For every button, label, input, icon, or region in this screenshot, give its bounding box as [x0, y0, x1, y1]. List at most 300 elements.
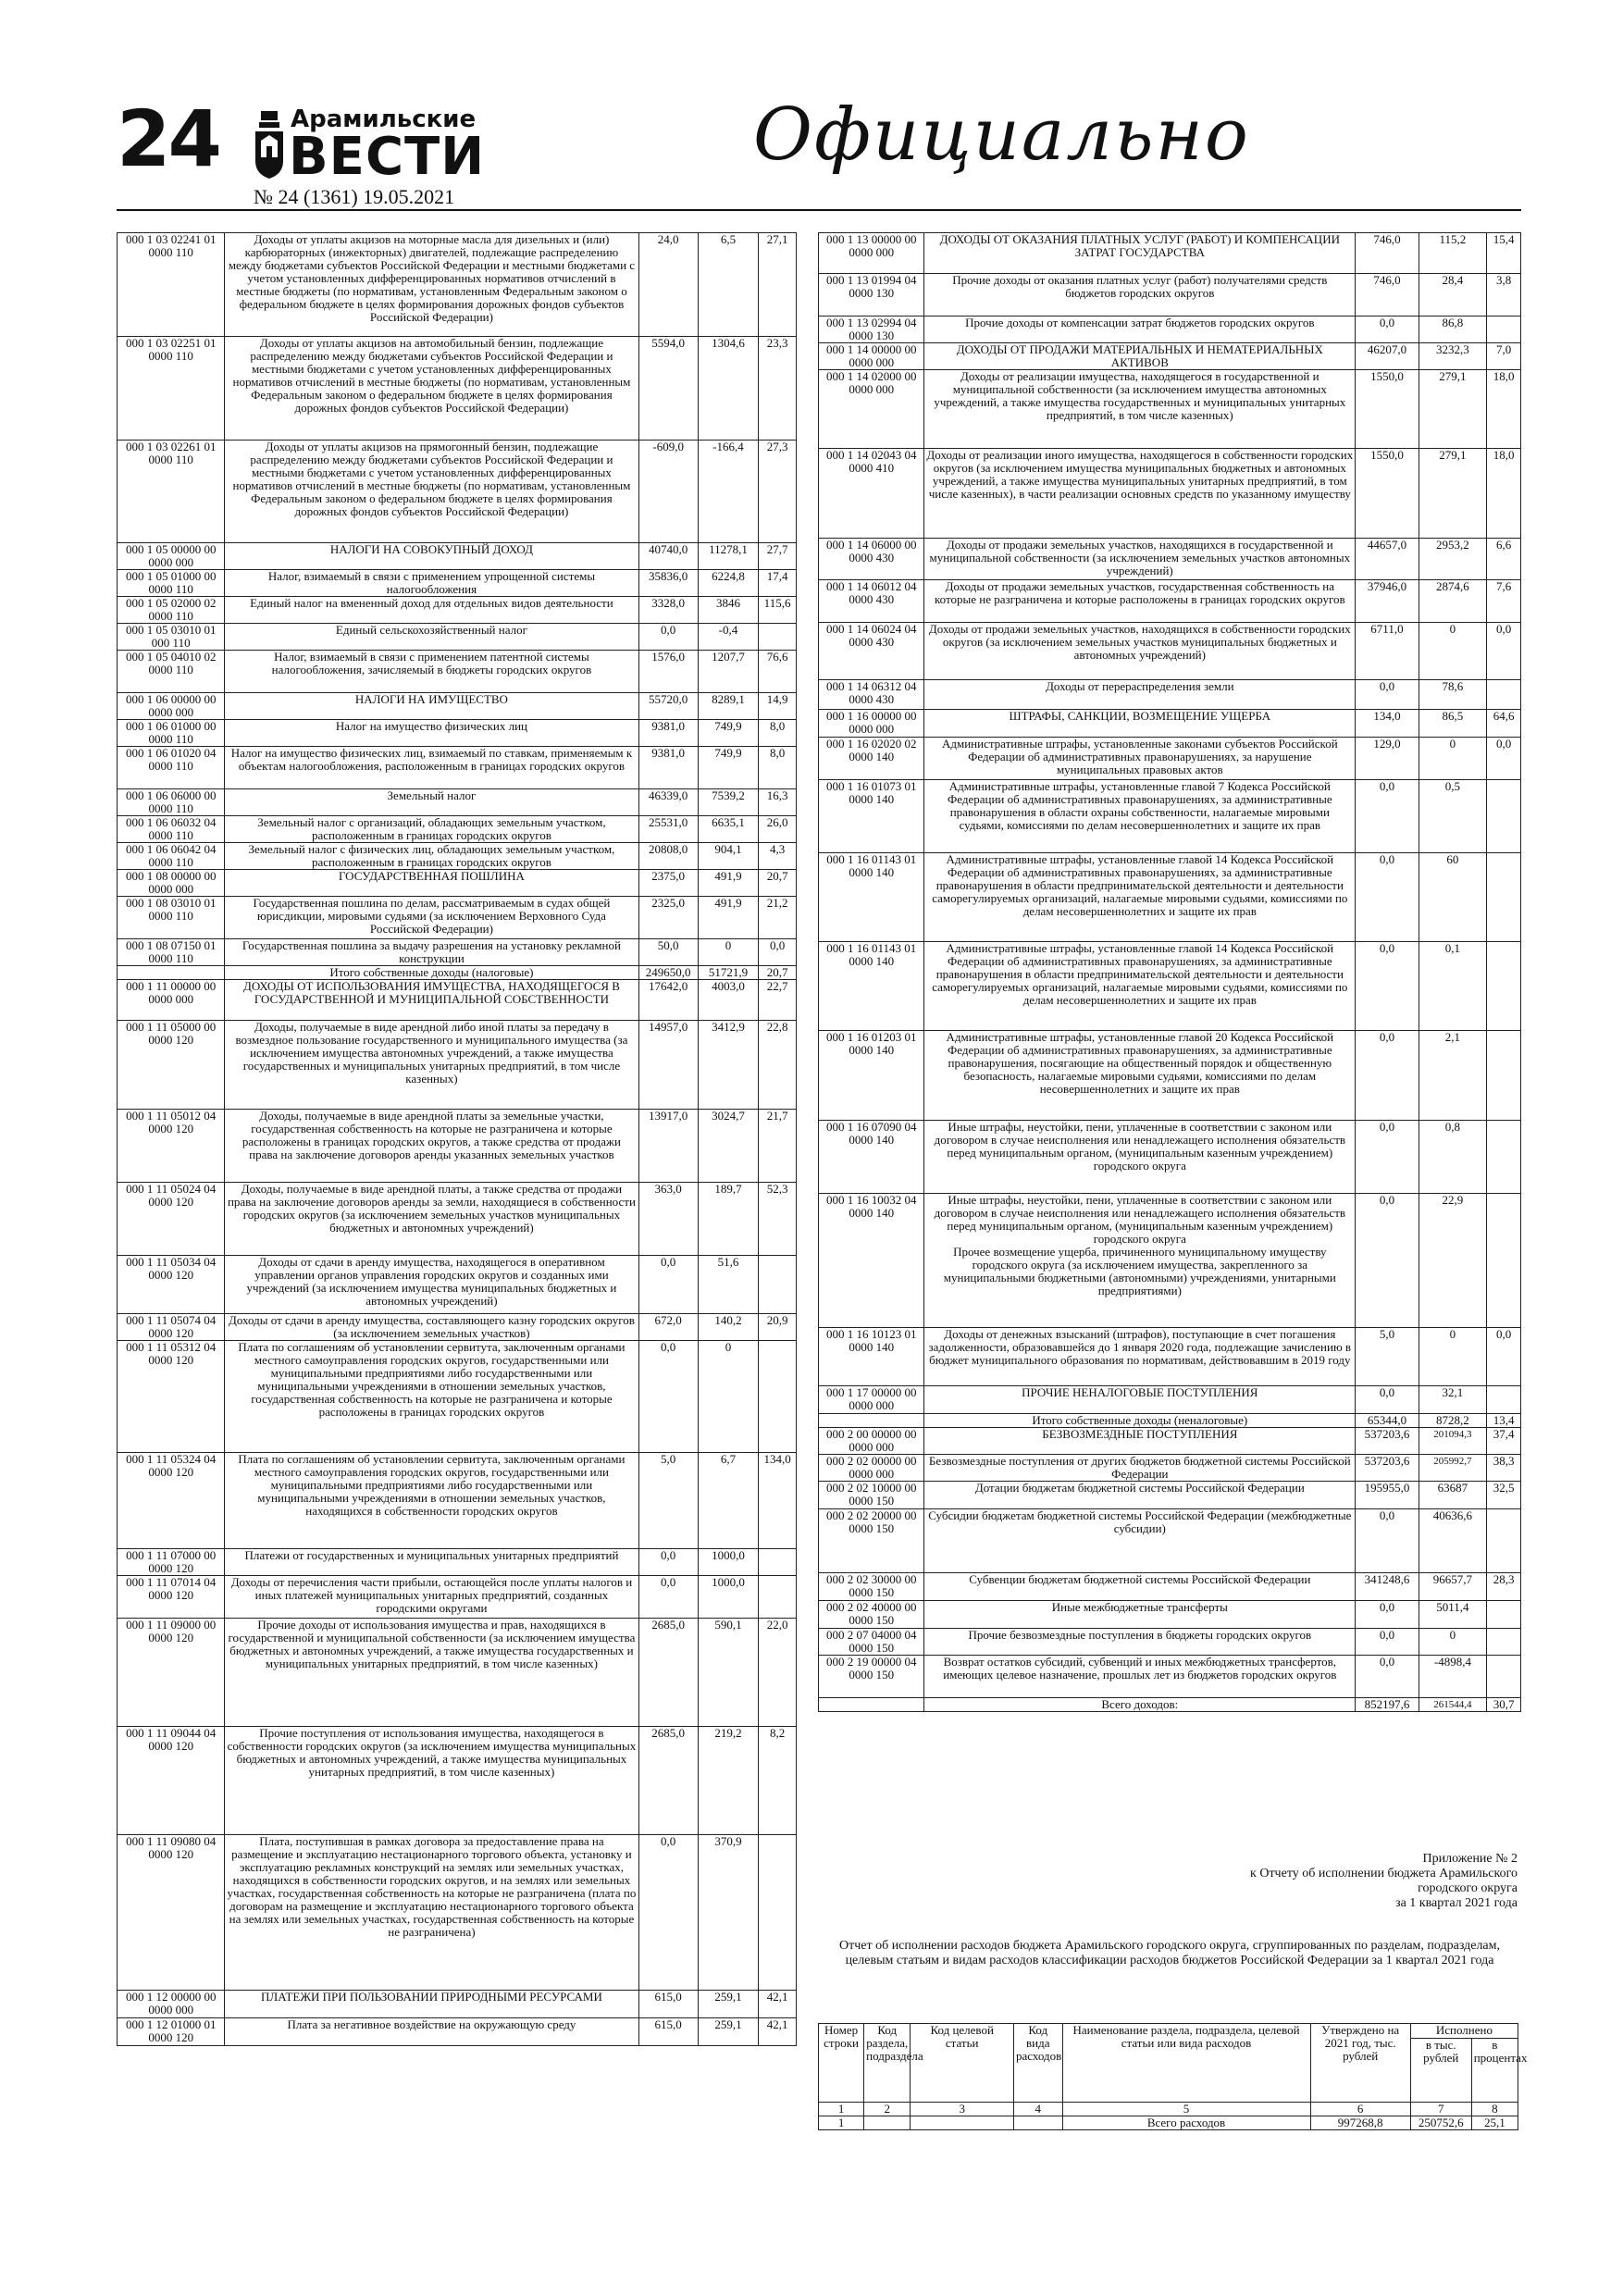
- executed-amount-cell: 0,1: [1419, 942, 1487, 1031]
- revenue-row: [118, 939, 797, 966]
- executed-amount-cell: 115,2: [1419, 233, 1487, 274]
- logo-big-text: ВЕСТИ: [289, 127, 486, 187]
- executed-amount-cell: 0: [698, 1341, 758, 1453]
- header-approved: Утверждено на 2021 год, тыс. рублей: [1310, 2024, 1410, 2103]
- revenue-row: [819, 1386, 1521, 1414]
- approved-amount-cell: 13917,0: [638, 1110, 698, 1183]
- approved-amount-cell: 1550,0: [1356, 370, 1419, 449]
- description-cell: Прочие доходы от использования имущества и прав, находящихся в государственной и муниципальной собственности (за исключением имущества бюджетных и автономных учреждений, а также имущества государственных и муниципальных унитарных предприятий, в том числе казенных): [225, 1619, 638, 1727]
- description-cell: Прочие безвозмездные поступления в бюджеты городских округов: [924, 1629, 1356, 1656]
- executed-amount-cell: 1000,0: [698, 1576, 758, 1619]
- approved-amount-cell: 1576,0: [638, 651, 698, 693]
- executed-amount-cell: 3024,7: [698, 1110, 758, 1183]
- revenue-row: [118, 747, 797, 789]
- execution-percent-cell: [1487, 1194, 1521, 1328]
- executed-amount-cell: 205992,7: [1419, 1455, 1487, 1482]
- budget-code-cell: 000 1 16 02020 02 0000 140: [819, 738, 924, 780]
- revenue-row: [118, 337, 797, 441]
- total-approved: 997268,8: [1310, 2116, 1410, 2130]
- executed-amount-cell: -166,4: [698, 441, 758, 543]
- approved-amount-cell: 0,0: [1356, 942, 1419, 1031]
- description-cell: Единый сельскохозяйственный налог: [225, 624, 638, 651]
- total-empty-cell: [911, 2116, 1014, 2130]
- revenue-row: [819, 780, 1521, 853]
- revenue-row: [118, 441, 797, 543]
- revenue-row: [819, 274, 1521, 316]
- budget-code-cell: 000 1 16 07090 04 0000 140: [819, 1121, 924, 1194]
- revenue-row: [118, 2018, 797, 2046]
- execution-percent-cell: 16,3: [759, 789, 797, 816]
- budget-code-cell: 000 1 11 00000 00 0000 000: [118, 980, 225, 1021]
- total-line-number: 1: [819, 2116, 864, 2130]
- approved-amount-cell: 0,0: [638, 1341, 698, 1453]
- description-cell: Доходы от сдачи в аренду имущества, составляющего казну городских округов (за исключением земельных участков): [225, 1314, 638, 1341]
- header-target-code: Код целевой статьи: [911, 2024, 1014, 2103]
- approved-amount-cell: 0,0: [638, 1576, 698, 1619]
- budget-code-cell: 000 1 16 10032 04 0000 140: [819, 1194, 924, 1328]
- execution-percent-cell: 134,0: [759, 1453, 797, 1549]
- revenue-row: [118, 1835, 797, 1991]
- approved-amount-cell: 1550,0: [1356, 449, 1419, 539]
- revenue-row: [118, 980, 797, 1021]
- approved-amount-cell: 0,0: [1356, 1194, 1419, 1328]
- header-executed-rub: в тыс. рублей: [1410, 2039, 1471, 2103]
- approved-amount-cell: 0,0: [638, 1549, 698, 1576]
- budget-code-cell: 000 1 11 05024 04 0000 120: [118, 1183, 225, 1256]
- approved-amount-cell: 20808,0: [638, 843, 698, 870]
- approved-amount-cell: 65344,0: [1356, 1414, 1419, 1428]
- coat-of-arms-icon: [254, 109, 285, 180]
- approved-amount-cell: 0,0: [1356, 1656, 1419, 1698]
- approved-amount-cell: 249650,0: [638, 966, 698, 980]
- budget-code-cell: 000 1 12 01000 01 0000 120: [118, 2018, 225, 2046]
- executed-amount-cell: 219,2: [698, 1727, 758, 1835]
- description-cell: Доходы, получаемые в виде арендной либо иной платы за передачу в возмездное пользование государственного и муниципального имущества (за исключением имущества автономных учреждений, а также имущества государственных и муниципальных унитарных предприятий, в том числе казенных): [225, 1021, 638, 1110]
- revenue-row: [118, 1314, 797, 1341]
- execution-percent-cell: [759, 1256, 797, 1314]
- executed-amount-cell: 5011,4: [1419, 1601, 1487, 1629]
- approved-amount-cell: 5,0: [1356, 1328, 1419, 1386]
- executed-amount-cell: 32,1: [1419, 1386, 1487, 1414]
- description-cell: Доходы от денежных взысканий (штрафов), поступающие в счет погашения задолженности, образовавшейся до 1 января 2020 года, подлежащие зачислению в бюджет муниципального образования по нормативам, действовавшим в 2019 году: [924, 1328, 1356, 1386]
- description-cell: Плата по соглашениям об установлении сервитута, заключенным органами местного самоуправления городских округов, государственными или муниципальными предприятиями либо государственными или муниципальными учреждениями в отношении земельных участков, находящихся в собственности городских округов: [225, 1453, 638, 1549]
- description-cell: Субвенции бюджетам бюджетной системы Российской Федерации: [924, 1573, 1356, 1601]
- executed-amount-cell: 491,9: [698, 897, 758, 939]
- executed-amount-cell: 78,6: [1419, 680, 1487, 710]
- budget-code-cell: 000 1 13 01994 04 0000 130: [819, 274, 924, 316]
- budget-code-cell: 000 1 14 06000 00 0000 430: [819, 539, 924, 580]
- header-section-code: Код раздела, подраздела: [864, 2024, 911, 2103]
- description-cell: Доходы от сдачи в аренду имущества, находящегося в оперативном управлении органов управления городских округов и созданных ими учреждений (за исключением имущества муниципальных бюджетных и автономных учреждений): [225, 1256, 638, 1314]
- description-cell: Единый налог на вмененный доход для отдельных видов деятельности: [225, 597, 638, 624]
- executed-amount-cell: 4003,0: [698, 980, 758, 1021]
- execution-percent-cell: [1487, 680, 1521, 710]
- execution-percent-cell: 4,3: [759, 843, 797, 870]
- description-cell: ШТРАФЫ, САНКЦИИ, ВОЗМЕЩЕНИЕ УЩЕРБА: [924, 710, 1356, 738]
- executed-amount-cell: -0,4: [698, 624, 758, 651]
- revenue-table-left: [117, 232, 797, 2046]
- revenue-row: [819, 623, 1521, 680]
- execution-percent-cell: [1487, 1386, 1521, 1414]
- execution-percent-cell: 37,4: [1487, 1428, 1521, 1455]
- execution-percent-cell: 21,2: [759, 897, 797, 939]
- budget-code-cell: 000 1 06 00000 00 0000 000: [118, 693, 225, 720]
- executed-amount-cell: 1000,0: [698, 1549, 758, 1576]
- approved-amount-cell: 0,0: [1356, 680, 1419, 710]
- header-name: Наименование раздела, подраздела, целевой статьи или вида расходов: [1062, 2024, 1310, 2103]
- approved-amount-cell: 363,0: [638, 1183, 698, 1256]
- executed-amount-cell: 3412,9: [698, 1021, 758, 1110]
- execution-percent-cell: 38,3: [1487, 1455, 1521, 1482]
- approved-amount-cell: 672,0: [638, 1314, 698, 1341]
- budget-code-cell: 000 1 06 01000 00 0000 110: [118, 720, 225, 747]
- budget-code-cell: 000 1 11 05034 04 0000 120: [118, 1256, 225, 1314]
- executed-amount-cell: 259,1: [698, 2018, 758, 2046]
- execution-percent-cell: 8,0: [759, 720, 797, 747]
- revenue-row: [118, 720, 797, 747]
- executed-amount-cell: 259,1: [698, 1991, 758, 2018]
- description-cell: Плата по соглашениям об установлении сервитута, заключенным органами местного самоуправления городских округов, государственными или муниципальными предприятиями либо государственными или муниципальными учреждениями в отношении земельных участков, государственная собственность на которые не разграничена и которые расположены в границах городских округов: [225, 1341, 638, 1453]
- execution-percent-cell: 42,1: [759, 2018, 797, 2046]
- budget-code-cell: 000 1 11 05012 04 0000 120: [118, 1110, 225, 1183]
- budget-code-cell: 000 1 05 02000 02 0000 110: [118, 597, 225, 624]
- header-executed-pct: в процентах: [1471, 2039, 1518, 2103]
- approved-amount-cell: 129,0: [1356, 738, 1419, 780]
- description-cell: Государственная пошлина за выдачу разрешения на установку рекламной конструкции: [225, 939, 638, 966]
- column-number: 1: [819, 2103, 864, 2116]
- description-cell: ПРОЧИЕ НЕНАЛОГОВЫЕ ПОСТУПЛЕНИЯ: [924, 1386, 1356, 1414]
- approved-amount-cell: 35836,0: [638, 570, 698, 597]
- execution-percent-cell: [1487, 1629, 1521, 1656]
- revenue-row: [819, 1455, 1521, 1482]
- column-number: 3: [911, 2103, 1014, 2116]
- execution-percent-cell: 0,0: [1487, 1328, 1521, 1386]
- revenue-row: [819, 1601, 1521, 1629]
- budget-code-cell: 000 1 11 05000 00 0000 120: [118, 1021, 225, 1110]
- executed-amount-cell: 590,1: [698, 1619, 758, 1727]
- executed-amount-cell: 0: [1419, 738, 1487, 780]
- approved-amount-cell: 5594,0: [638, 337, 698, 441]
- description-cell: Доходы от перераспределения земли: [924, 680, 1356, 710]
- execution-percent-cell: 18,0: [1487, 370, 1521, 449]
- execution-percent-cell: 115,6: [759, 597, 797, 624]
- description-cell: Административные штрафы, установленные главой 7 Кодекса Российской Федерации об административных правонарушениях, за административные правонарушения в области охраны собственности, налагаемые мировыми судьями, комиссиями по делам несовершеннолетних и защите их прав: [924, 780, 1356, 853]
- description-cell: Земельный налог с организаций, обладающих земельным участком, расположенным в границах городских округов: [225, 816, 638, 843]
- budget-code-cell: 000 2 07 04000 04 0000 150: [819, 1629, 924, 1656]
- executed-amount-cell: 3846: [698, 597, 758, 624]
- execution-percent-cell: 22,7: [759, 980, 797, 1021]
- issue-info: № 24 (1361) 19.05.2021: [254, 185, 455, 208]
- budget-code-cell: 000 1 05 04010 02 0000 110: [118, 651, 225, 693]
- revenue-row: [118, 1341, 797, 1453]
- description-cell: Субсидии бюджетам бюджетной системы Российской Федерации (межбюджетные субсидии): [924, 1509, 1356, 1573]
- execution-percent-cell: 13,4: [1487, 1414, 1521, 1428]
- description-cell: Земельный налог: [225, 789, 638, 816]
- execution-percent-cell: 3,8: [1487, 274, 1521, 316]
- executed-amount-cell: 491,9: [698, 870, 758, 897]
- revenue-row: [819, 539, 1521, 580]
- description-cell: Земельный налог с физических лиц, обладающих земельным участком, расположенным в границах городских округов: [225, 843, 638, 870]
- revenue-row: [819, 738, 1521, 780]
- revenue-row: [819, 1629, 1521, 1656]
- masthead: [117, 93, 1273, 213]
- approved-amount-cell: 0,0: [1356, 1121, 1419, 1194]
- description-cell: Налог на имущество физических лиц: [225, 720, 638, 747]
- approved-amount-cell: 0,0: [638, 1256, 698, 1314]
- revenue-row: [819, 580, 1521, 623]
- approved-amount-cell: 134,0: [1356, 710, 1419, 738]
- approved-amount-cell: -609,0: [638, 441, 698, 543]
- approved-amount-cell: 537203,6: [1356, 1455, 1419, 1482]
- budget-code-cell: 000 1 08 03010 01 0000 110: [118, 897, 225, 939]
- header-line-number: Номер строки: [819, 2024, 864, 2103]
- description-cell: Доходы от реализации имущества, находящегося в государственной и муниципальной собственности (за исключением имущества автономных учреждений, а также имущества государственных и муниципальных унитарных предприятий, в том числе казенных): [924, 370, 1356, 449]
- budget-code-cell: 000 1 13 02994 04 0000 130: [819, 316, 924, 343]
- approved-amount-cell: 746,0: [1356, 274, 1419, 316]
- revenue-row: [819, 370, 1521, 449]
- total-expenses-row: [819, 2116, 1518, 2130]
- revenue-row: [819, 853, 1521, 942]
- executed-amount-cell: 2874,6: [1419, 580, 1487, 623]
- approved-amount-cell: 0,0: [1356, 1386, 1419, 1414]
- budget-code-cell: 000 1 06 06032 04 0000 110: [118, 816, 225, 843]
- execution-percent-cell: [1487, 1121, 1521, 1194]
- executed-amount-cell: 2,1: [1419, 1031, 1487, 1121]
- execution-percent-cell: [1487, 1601, 1521, 1629]
- revenue-row: [118, 816, 797, 843]
- description-cell: Доходы от продажи земельных участков, находящихся в государственной и муниципальной собственности (за исключением земельных участков автономных учреждений): [924, 539, 1356, 580]
- annex-line: к Отчету об исполнении бюджета Арамильского: [1250, 1867, 1518, 1880]
- executed-amount-cell: 0: [1419, 1328, 1487, 1386]
- report-title: Отчет об исполнении расходов бюджета Арамильского городского округа, сгруппированных по разделам, подразделам, целевым статьям и видам расходов классификации расходов бюджетов Российской Федерации за 1 квартал 2021 года: [838, 1939, 1501, 1967]
- execution-percent-cell: 20,7: [759, 966, 797, 980]
- executed-amount-cell: 11278,1: [698, 543, 758, 570]
- approved-amount-cell: 50,0: [638, 939, 698, 966]
- revenue-row: [819, 1656, 1521, 1698]
- budget-code-cell: [819, 1414, 924, 1428]
- revenue-row: [118, 966, 797, 980]
- budget-code-cell: [118, 966, 225, 980]
- revenue-row: [819, 1121, 1521, 1194]
- budget-code-cell: 000 1 03 02261 01 0000 110: [118, 441, 225, 543]
- executed-amount-cell: 40636,6: [1419, 1509, 1487, 1573]
- executed-amount-cell: 6635,1: [698, 816, 758, 843]
- budget-code-cell: 000 1 05 00000 00 0000 000: [118, 543, 225, 570]
- description-cell: Доходы, получаемые в виде арендной платы, а также средства от продажи права на заключение договоров аренды за земли, находящиеся в собственности городских округов (за исключением земельных участков муниципальных бюджетных и автономных учреждений): [225, 1183, 638, 1256]
- executed-amount-cell: 6224,8: [698, 570, 758, 597]
- description-cell: ПЛАТЕЖИ ПРИ ПОЛЬЗОВАНИИ ПРИРОДНЫМИ РЕСУРСАМИ: [225, 1991, 638, 2018]
- budget-code-cell: 000 1 05 03010 01 000 110: [118, 624, 225, 651]
- approved-amount-cell: 0,0: [638, 624, 698, 651]
- execution-percent-cell: 17,4: [759, 570, 797, 597]
- revenue-row: [819, 1428, 1521, 1455]
- column-number: 7: [1410, 2103, 1471, 2116]
- revenue-row: [118, 789, 797, 816]
- budget-code-cell: 000 1 16 01143 01 0000 140: [819, 853, 924, 942]
- approved-amount-cell: 0,0: [1356, 316, 1419, 343]
- column-number: 5: [1062, 2103, 1310, 2116]
- executed-amount-cell: 0: [698, 939, 758, 966]
- expenses-header-row: [819, 2024, 1518, 2039]
- execution-percent-cell: [1487, 942, 1521, 1031]
- revenue-row: [118, 1991, 797, 2018]
- budget-code-cell: 000 1 16 00000 00 0000 000: [819, 710, 924, 738]
- budget-code-cell: 000 1 17 00000 00 0000 000: [819, 1386, 924, 1414]
- budget-code-cell: 000 1 06 06042 04 0000 110: [118, 843, 225, 870]
- description-cell: НАЛОГИ НА СОВОКУПНЫЙ ДОХОД: [225, 543, 638, 570]
- execution-percent-cell: 52,3: [759, 1183, 797, 1256]
- budget-code-cell: 000 1 03 02251 01 0000 110: [118, 337, 225, 441]
- executed-amount-cell: 63687: [1419, 1482, 1487, 1509]
- description-cell: Прочие поступления от использования имущества, находящегося в собственности городских округов (за исключением имущества муниципальных бюджетных и автономных учреждений, а также имущества муниципальных унитарных предприятий, в том числе казенных): [225, 1727, 638, 1835]
- description-cell: Административные штрафы, установленные главой 20 Кодекса Российской Федерации об административных правонарушениях, за административные правонарушения, посягающие на общественный порядок и общественную безопасность, налагаемые мировыми судьями, комиссиями по делам несовершеннолетних и защите их прав: [924, 1031, 1356, 1121]
- revenue-row: [118, 570, 797, 597]
- budget-code-cell: 000 1 11 05312 04 0000 120: [118, 1341, 225, 1453]
- description-cell: Возврат остатков субсидий, субвенций и иных межбюджетных трансфертов, имеющих целевое назначение, прошлых лет из бюджетов городских округов: [924, 1656, 1356, 1698]
- approved-amount-cell: 17642,0: [638, 980, 698, 1021]
- budget-code-cell: 000 1 14 02043 04 0000 410: [819, 449, 924, 539]
- description-cell: Доходы от уплаты акцизов на моторные масла для дизельных и (или) карбюраторных (инжекторных) двигателей, подлежащие распределению между бюджетами субъектов Российской Федерации и местными бюджетами с учетом установленных дифференцированных нормативов отчислений в местные бюджеты (по нормативам, установленным Федеральным законом о федеральном бюджете в целях формирования дорожных фондов субъектов Российской Федерации): [225, 233, 638, 337]
- execution-percent-cell: 6,6: [1487, 539, 1521, 580]
- budget-code-cell: 000 1 03 02241 01 0000 110: [118, 233, 225, 337]
- description-cell: Доходы от уплаты акцизов на автомобильный бензин, подлежащие распределению между бюджетами субъектов Российской Федерации и местными бюджетами с учетом установленных дифференцированных нормативов отчислений в местные бюджеты (по нормативам, установленным Федеральным законом о федеральном бюджете в целях формирования дорожных фондов субъектов Российской Федерации): [225, 337, 638, 441]
- revenue-row: [118, 693, 797, 720]
- approved-amount-cell: 2375,0: [638, 870, 698, 897]
- executed-amount-cell: 189,7: [698, 1183, 758, 1256]
- approved-amount-cell: 2685,0: [638, 1619, 698, 1727]
- budget-code-cell: 000 2 02 00000 00 0000 000: [819, 1455, 924, 1482]
- logo-small-text: Арамильские: [291, 105, 477, 133]
- executed-amount-cell: -4898,4: [1419, 1656, 1487, 1698]
- execution-percent-cell: 22,8: [759, 1021, 797, 1110]
- header-executed: Исполнено: [1410, 2024, 1518, 2039]
- execution-percent-cell: 8,0: [759, 747, 797, 789]
- executed-amount-cell: 3232,3: [1419, 343, 1487, 370]
- description-cell: Итого собственные доходы (неналоговые): [924, 1414, 1356, 1428]
- description-cell: ДОХОДЫ ОТ ИСПОЛЬЗОВАНИЯ ИМУЩЕСТВА, НАХОДЯЩЕГОСЯ В ГОСУДАРСТВЕННОЙ И МУНИЦИПАЛЬНОЙ СОБСТВЕННОСТИ: [225, 980, 638, 1021]
- approved-amount-cell: 24,0: [638, 233, 698, 337]
- executed-amount-cell: 1304,6: [698, 337, 758, 441]
- revenue-row: [819, 1031, 1521, 1121]
- approved-amount-cell: 615,0: [638, 2018, 698, 2046]
- executed-amount-cell: 279,1: [1419, 449, 1487, 539]
- executed-amount-cell: 7539,2: [698, 789, 758, 816]
- total-executed-rub: 250752,6: [1410, 2116, 1471, 2130]
- description-cell: ДОХОДЫ ОТ ПРОДАЖИ МАТЕРИАЛЬНЫХ И НЕМАТЕРИАЛЬНЫХ АКТИВОВ: [924, 343, 1356, 370]
- execution-percent-cell: 32,5: [1487, 1482, 1521, 1509]
- approved-amount-cell: 46339,0: [638, 789, 698, 816]
- budget-code-cell: 000 1 05 01000 00 0000 110: [118, 570, 225, 597]
- annex-line: городского округа: [1418, 1881, 1518, 1895]
- description-cell: Доходы от уплаты акцизов на прямогонный бензин, подлежащие распределению между бюджетами субъектов Российской Федерации и местными бюджетами с учетом установленных дифференцированных нормативов отчислений в местные бюджеты (по нормативам, установленным Федеральным законом о федеральном бюджете в целях формирования дорожных фондов субъектов Российской Федерации): [225, 441, 638, 543]
- execution-percent-cell: 18,0: [1487, 449, 1521, 539]
- executed-amount-cell: 8289,1: [698, 693, 758, 720]
- revenue-row: [118, 624, 797, 651]
- executed-amount-cell: 749,9: [698, 747, 758, 789]
- header-divider: [117, 209, 1521, 211]
- budget-code-cell: 000 1 11 05324 04 0000 120: [118, 1453, 225, 1549]
- execution-percent-cell: 22,0: [759, 1619, 797, 1727]
- budget-code-cell: 000 1 14 02000 00 0000 000: [819, 370, 924, 449]
- approved-amount-cell: 341248,6: [1356, 1573, 1419, 1601]
- description-cell: Дотации бюджетам бюджетной системы Российской Федерации: [924, 1482, 1356, 1509]
- revenue-row: [819, 1573, 1521, 1601]
- page-number: 24: [117, 93, 219, 184]
- revenue-row: [118, 1021, 797, 1110]
- approved-amount-cell: 537203,6: [1356, 1428, 1419, 1455]
- budget-code-cell: 000 2 02 10000 00 0000 150: [819, 1482, 924, 1509]
- execution-percent-cell: [1487, 780, 1521, 853]
- revenue-row: [819, 1194, 1521, 1328]
- approved-amount-cell: 3328,0: [638, 597, 698, 624]
- approved-amount-cell: 0,0: [1356, 1031, 1419, 1121]
- approved-amount-cell: 9381,0: [638, 747, 698, 789]
- execution-percent-cell: 42,1: [759, 1991, 797, 2018]
- revenue-row: [819, 343, 1521, 370]
- description-cell: Доходы от реализации иного имущества, находящегося в собственности городских округов (за исключением имущества муниципальных бюджетных и автономных учреждений, а также имущества муниципальных унитарных предприятий, в том числе казенных), в части реализации основных средств по указанному имуществу: [924, 449, 1356, 539]
- column-number: 4: [1014, 2103, 1062, 2116]
- description-cell: Итого собственные доходы (налоговые): [225, 966, 638, 980]
- executed-amount-cell: 140,2: [698, 1314, 758, 1341]
- annex-line: за 1 квартал 2021 года: [1395, 1896, 1518, 1910]
- approved-amount-cell: 2685,0: [638, 1727, 698, 1835]
- budget-code-cell: 000 1 11 09080 04 0000 120: [118, 1835, 225, 1991]
- executed-amount-cell: 86,5: [1419, 710, 1487, 738]
- revenue-row: [819, 1698, 1521, 1712]
- execution-percent-cell: 0,0: [759, 939, 797, 966]
- execution-percent-cell: [1487, 1509, 1521, 1573]
- description-cell: Всего доходов:: [924, 1698, 1356, 1712]
- revenue-row: [819, 1482, 1521, 1509]
- budget-code-cell: 000 1 14 00000 00 0000 000: [819, 343, 924, 370]
- executed-amount-cell: 6,7: [698, 1453, 758, 1549]
- budget-code-cell: 000 1 11 07000 00 0000 120: [118, 1549, 225, 1576]
- description-cell: Прочие доходы от оказания платных услуг (работ) получателями средств бюджетов городских округов: [924, 274, 1356, 316]
- column-numbers-row: [819, 2103, 1518, 2116]
- executed-amount-cell: 2953,2: [1419, 539, 1487, 580]
- approved-amount-cell: 0,0: [1356, 1509, 1419, 1573]
- execution-percent-cell: [759, 1576, 797, 1619]
- executed-amount-cell: 370,9: [698, 1835, 758, 1991]
- execution-percent-cell: [1487, 1031, 1521, 1121]
- execution-percent-cell: [759, 1341, 797, 1453]
- budget-code-cell: 000 1 16 01073 01 0000 140: [819, 780, 924, 853]
- description-cell: БЕЗВОЗМЕЗДНЫЕ ПОСТУПЛЕНИЯ: [924, 1428, 1356, 1455]
- execution-percent-cell: 64,6: [1487, 710, 1521, 738]
- execution-percent-cell: [759, 1835, 797, 1991]
- execution-percent-cell: 27,7: [759, 543, 797, 570]
- annex-line: Приложение № 2: [1422, 1852, 1518, 1866]
- approved-amount-cell: 0,0: [1356, 780, 1419, 853]
- budget-code-cell: 000 1 16 10123 01 0000 140: [819, 1328, 924, 1386]
- description-cell: Доходы от продажи земельных участков, находящихся в собственности городских округов (за исключением земельных участков муниципальных бюджетных и автономных учреждений): [924, 623, 1356, 680]
- total-empty-cell: [1014, 2116, 1062, 2130]
- budget-code-cell: 000 2 00 00000 00 0000 000: [819, 1428, 924, 1455]
- description-cell: ГОСУДАРСТВЕННАЯ ПОШЛИНА: [225, 870, 638, 897]
- revenue-row: [118, 1549, 797, 1576]
- execution-percent-cell: 20,9: [759, 1314, 797, 1341]
- executed-amount-cell: 904,1: [698, 843, 758, 870]
- description-cell: Доходы, получаемые в виде арендной платы за земельные участки, государственная собственность на которые не разграничена и которые расположены в границах городских округов, а также средства от продажи права на заключение договоров аренды указанных земельных участков: [225, 1110, 638, 1183]
- description-cell: Безвозмездные поступления от других бюджетов бюджетной системы Российской Федерации: [924, 1455, 1356, 1482]
- revenue-row: [819, 1328, 1521, 1386]
- column-number: 6: [1310, 2103, 1410, 2116]
- description-cell: Плата за негативное воздействие на окружающую среду: [225, 2018, 638, 2046]
- executed-amount-cell: 261544,4: [1419, 1698, 1487, 1712]
- description-cell: Доходы от перечисления части прибыли, остающейся после уплаты налогов и иных платежей муниципальных унитарных предприятий, созданных городскими округами: [225, 1576, 638, 1619]
- budget-code-cell: 000 2 19 00000 04 0000 150: [819, 1656, 924, 1698]
- execution-percent-cell: 15,4: [1487, 233, 1521, 274]
